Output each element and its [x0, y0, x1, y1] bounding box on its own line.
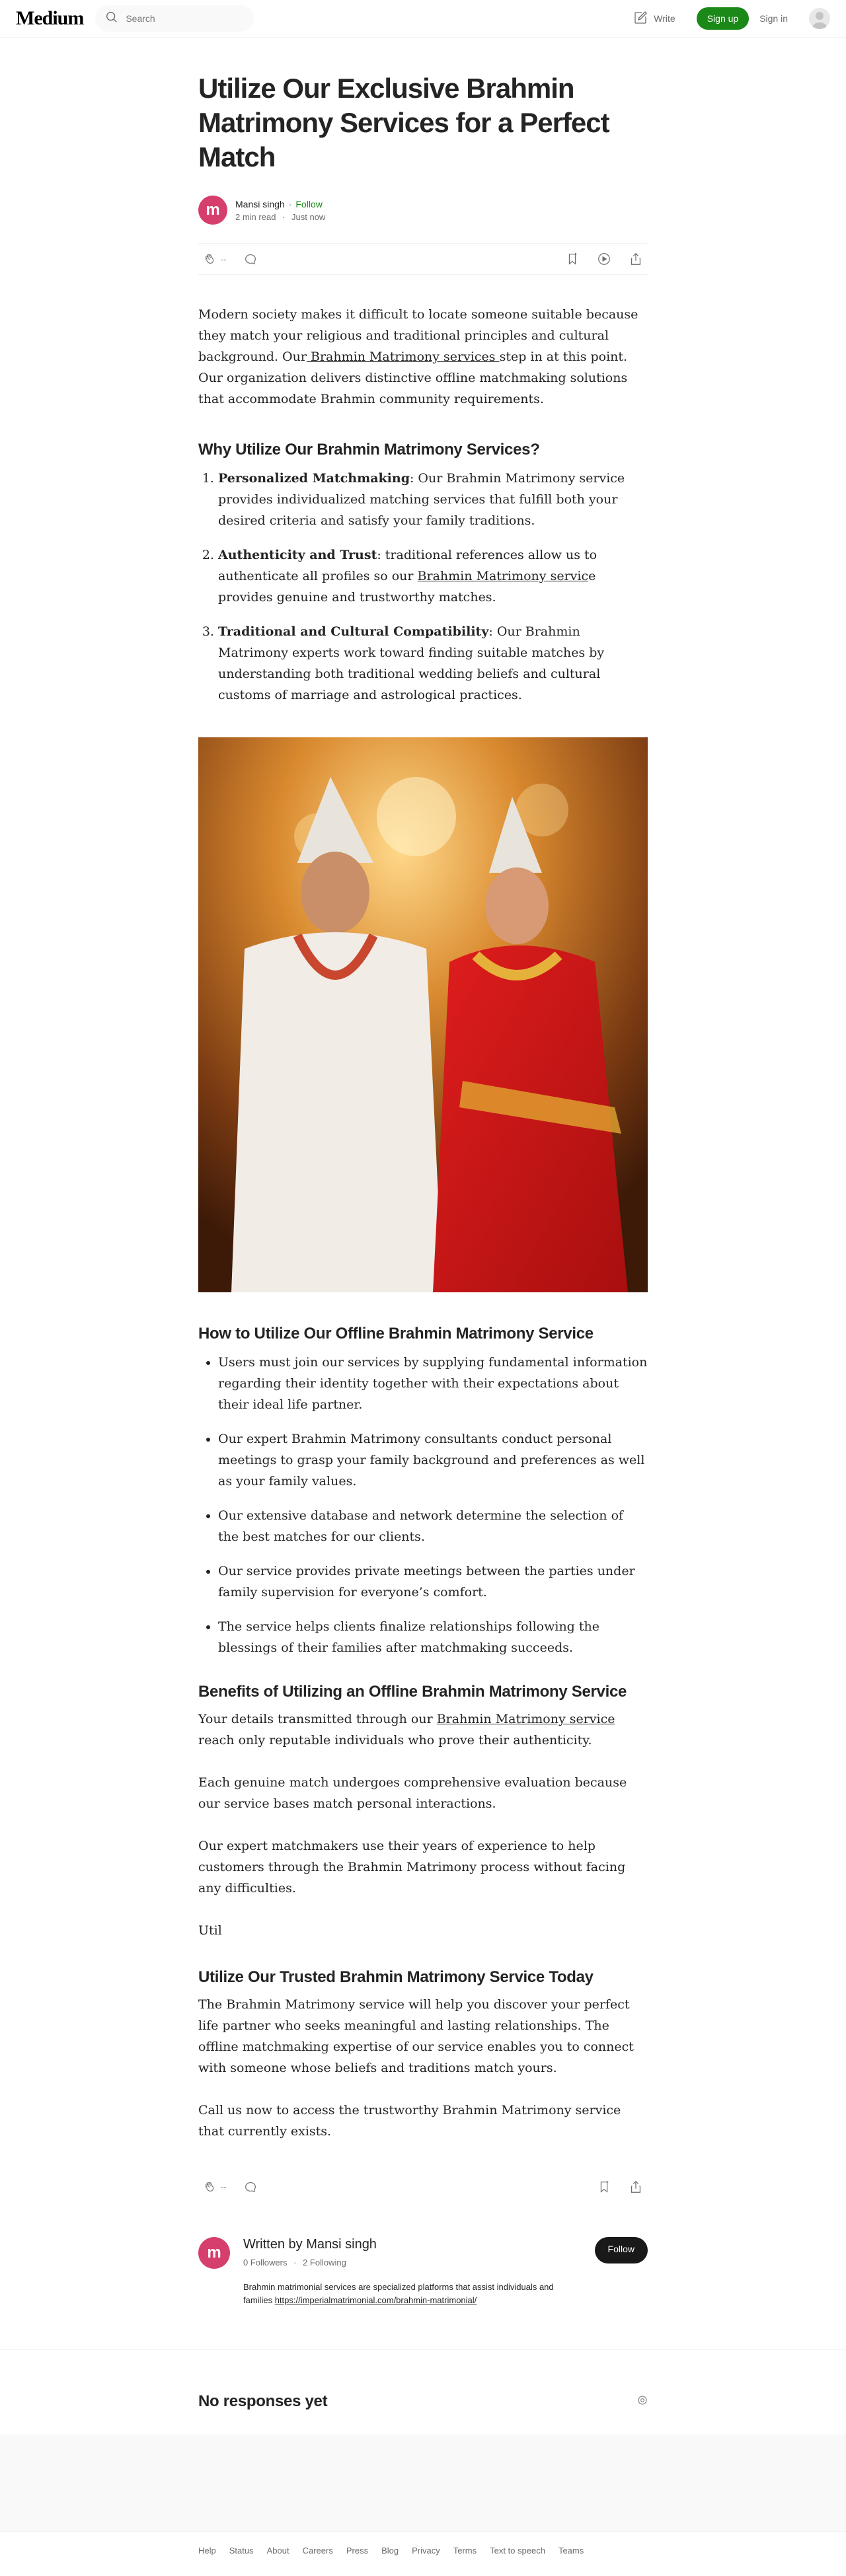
- responses-title: No responses yet: [198, 2392, 328, 2410]
- bookmark-icon[interactable]: [596, 2179, 612, 2195]
- footer-links: [198, 2546, 597, 2556]
- footer-link-text-to-speech[interactable]: Text to speech: [490, 2546, 545, 2556]
- section-heading-benefits: Benefits of Utilizing an Offline Brahmin Matrimony Service: [198, 1683, 627, 1701]
- bookmark-icon[interactable]: [564, 251, 580, 267]
- write-icon: [633, 10, 654, 28]
- footer-link-help[interactable]: Help: [198, 2546, 216, 2556]
- separator-dot: ·: [293, 2258, 297, 2267]
- share-icon[interactable]: [628, 2179, 644, 2195]
- intro-paragraph: Modern society makes it difficult to locate someone suitable because they match your religious and traditional principles and cultural background. Our Brahmin Matrimony services step in at this point. Our organization delivers distinctive offline matchmaking solutions that accommodate Brahmin community requirements.: [198, 307, 638, 406]
- brahmin-matrimony-service-link[interactable]: Brahmin Matrimony service: [436, 1712, 615, 1726]
- footer-link-press[interactable]: Press: [346, 2546, 369, 2556]
- author-name[interactable]: Mansi singh: [235, 198, 285, 209]
- search-input[interactable]: [126, 13, 238, 24]
- list-item: 2. Authenticity and Trust: traditional references allow us to authenticate all profiles so our Brahmin Matrimony service provides genuine and trustworthy matches.: [218, 544, 648, 608]
- follow-button[interactable]: Follow: [595, 2237, 648, 2263]
- list-item: • Our extensive database and network determine the selection of the best matches for our clients.: [218, 1505, 648, 1547]
- footer-link-status[interactable]: Status: [229, 2546, 254, 2556]
- footer-link-careers[interactable]: Careers: [302, 2546, 333, 2556]
- list-item: • The service helps clients finalize relationships following the blessings of their families after matchmaking succeeds.: [218, 1616, 648, 1658]
- footer-link-privacy[interactable]: Privacy: [412, 2546, 440, 2556]
- listen-icon[interactable]: [596, 251, 612, 267]
- comment-icon[interactable]: [243, 251, 258, 267]
- clap-count: --: [221, 2182, 227, 2192]
- section-heading-today: Utilize Our Trusted Brahmin Matrimony Service Today: [198, 1968, 594, 1986]
- guidelines-icon[interactable]: [637, 2395, 648, 2409]
- responses-section: [0, 2349, 846, 2411]
- write-label: Write: [654, 13, 675, 24]
- top-action-bar: [198, 243, 648, 275]
- footer-link-teams[interactable]: Teams: [558, 2546, 584, 2556]
- section-heading-why: Why Utilize Our Brahmin Matrimony Services?: [198, 441, 540, 459]
- how-list: [198, 1352, 648, 1658]
- read-time: 2 min read: [235, 211, 276, 222]
- footer-link-about[interactable]: About: [266, 2546, 289, 2556]
- written-by-section: [198, 2237, 648, 2307]
- brahmin-matrimony-service-link[interactable]: Brahmin Matrimony servic: [417, 569, 589, 583]
- share-icon[interactable]: [628, 251, 644, 267]
- fragment-paragraph: Util: [198, 1923, 222, 1938]
- clap-count: --: [221, 254, 227, 264]
- write-button[interactable]: [633, 10, 675, 28]
- bottom-action-bar: [198, 2171, 648, 2203]
- following-count[interactable]: 2 Following: [303, 2258, 346, 2267]
- why-list: [198, 468, 648, 706]
- top-navbar: [0, 0, 846, 38]
- sign-up-button[interactable]: Sign up: [697, 7, 749, 30]
- footer-link-blog[interactable]: Blog: [381, 2546, 399, 2556]
- search-icon: [104, 10, 119, 28]
- article-title: Utilize Our Exclusive Brahmin Matrimony Services for a Perfect Match: [198, 73, 609, 172]
- benefit-paragraph: Our expert matchmakers use their years of experience to help customers through the Brahmin Matrimony process without facing any difficulties.: [198, 1839, 626, 1895]
- follow-link[interactable]: Follow: [295, 198, 323, 209]
- article: [198, 71, 648, 2307]
- clap-icon[interactable]: [202, 2179, 218, 2195]
- closing-paragraph: Call us now to access the trustworthy Brahmin Matrimony service that currently exists.: [198, 2103, 621, 2139]
- comment-icon[interactable]: [243, 2179, 258, 2195]
- list-item: • Our expert Brahmin Matrimony consultants conduct personal meetings to grasp your family background and preferences as well as your family values.: [218, 1428, 648, 1492]
- user-avatar-icon[interactable]: [809, 8, 830, 29]
- writer-avatar[interactable]: m: [198, 2237, 230, 2269]
- written-by-title[interactable]: Written by Mansi singh: [243, 2237, 377, 2252]
- search-box[interactable]: [95, 5, 254, 32]
- author-avatar[interactable]: m: [198, 196, 227, 225]
- list-item: 3. Traditional and Cultural Compatibility: Our Brahmin Matrimony experts work toward finding suitable matches by understanding both traditional wedding beliefs and cultural customs of marriage and astrological practices.: [218, 621, 648, 706]
- sign-in-link[interactable]: Sign in: [759, 13, 788, 24]
- followers-count[interactable]: 0 Followers: [243, 2258, 288, 2267]
- section-heading-how: How to Utilize Our Offline Brahmin Matrimony Service: [198, 1325, 594, 1343]
- separator-dot: ·: [282, 211, 286, 222]
- clap-icon[interactable]: [202, 251, 218, 267]
- separator-dot: ·: [288, 198, 292, 209]
- medium-logo[interactable]: Medium: [16, 7, 84, 29]
- wedding-couple-photo: [198, 737, 648, 1292]
- benefit-paragraph: Your details transmitted through our Brahmin Matrimony service reach only reputable individuals who prove their authenticity.: [198, 1712, 615, 1748]
- writer-bio-link[interactable]: https://imperialmatrimonial.com/brahmin-matrimonial/: [274, 2295, 477, 2305]
- more-from-section: [0, 2435, 846, 2532]
- writer-bio: Brahmin matrimonial services are specialized platforms that assist individuals and families https://imperialmatrimonial.com/brahmin-matrimonial/: [243, 2282, 554, 2305]
- footer-link-terms[interactable]: Terms: [453, 2546, 477, 2556]
- article-body: [198, 304, 648, 2142]
- author-row: [198, 196, 648, 225]
- list-item: • Our service provides private meetings between the parties under family supervision for everyone’s comfort.: [218, 1561, 648, 1603]
- closing-paragraph: The Brahmin Matrimony service will help you discover your perfect life partner who seeks meaningful and lasting relationships. The offline matchmaking expertise of our service enables you to connect with someone whose beliefs and traditions match yours.: [198, 1997, 634, 2075]
- list-item: • Users must join our services by supplying fundamental information regarding their identity together with their expectations about their ideal life partner.: [218, 1352, 648, 1415]
- list-item: 1. Personalized Matchmaking: Our Brahmin Matrimony service provides individualized matching services that fulfill both your desired criteria and satisfy your family traditions.: [218, 468, 648, 531]
- brahmin-matrimony-link[interactable]: Brahmin Matrimony services: [306, 350, 500, 364]
- benefit-paragraph: Each genuine match undergoes comprehensive evaluation because our service bases match personal interactions.: [198, 1775, 627, 1811]
- publish-date: Just now: [291, 211, 326, 222]
